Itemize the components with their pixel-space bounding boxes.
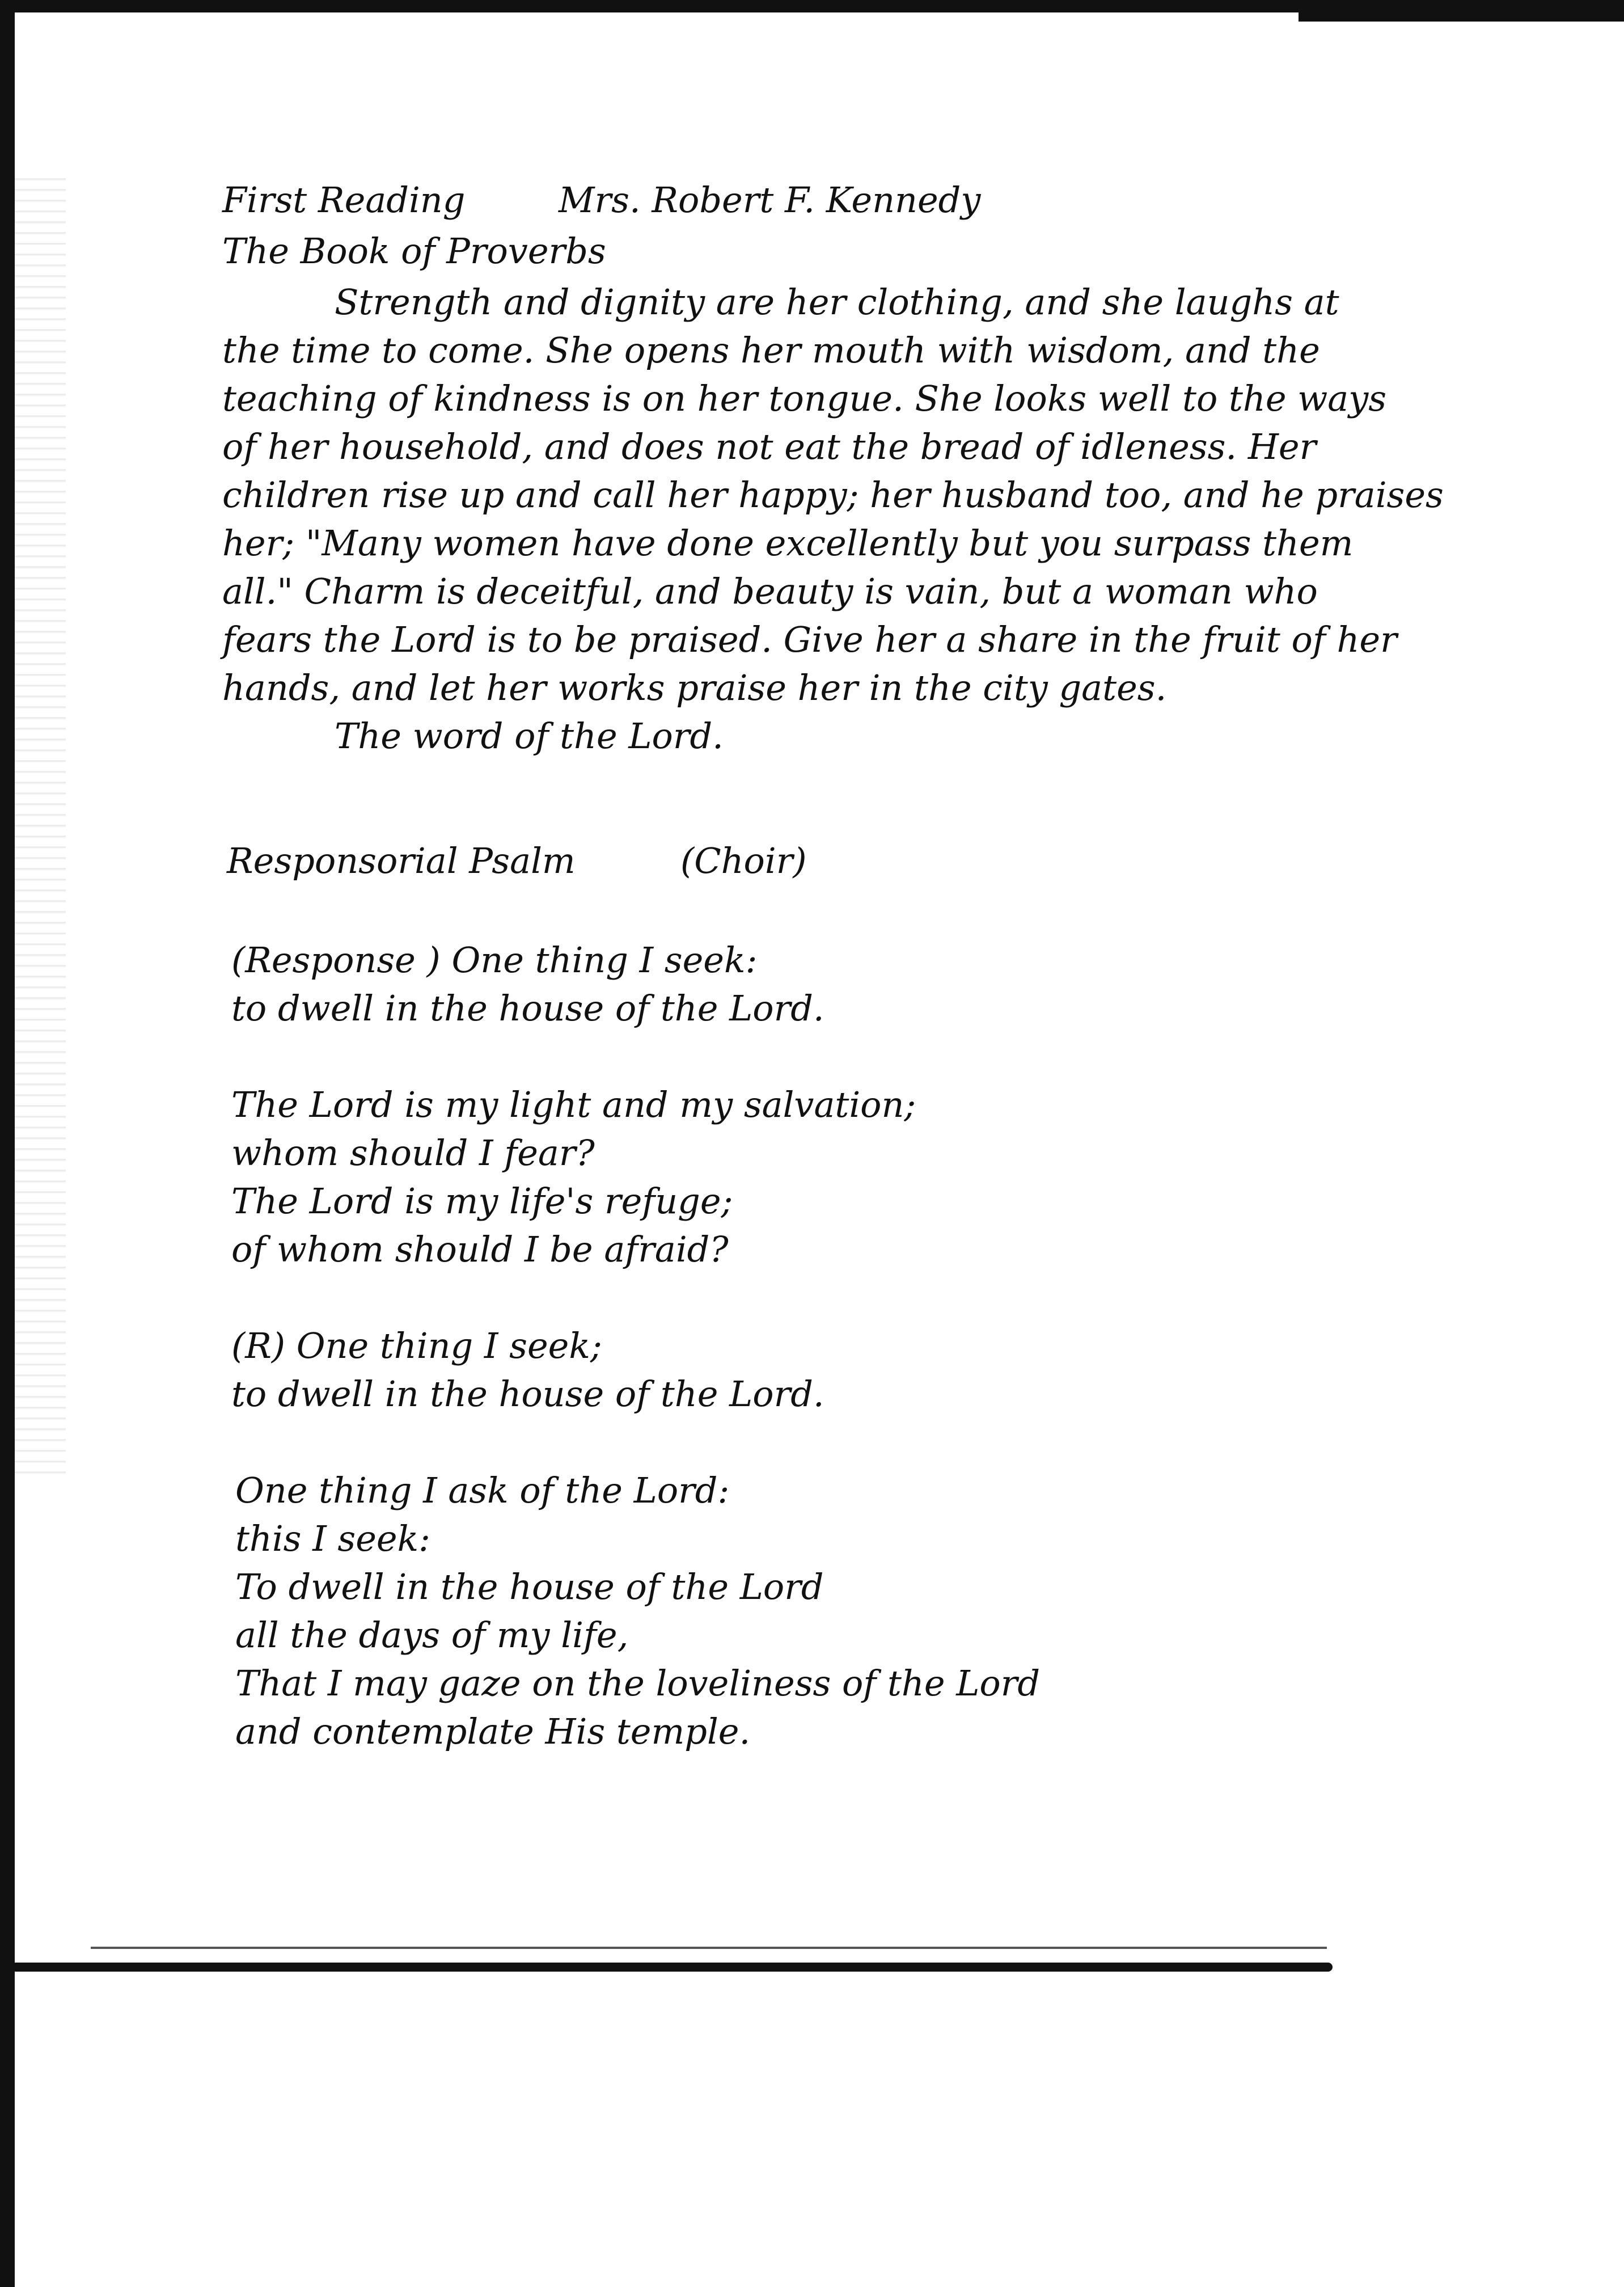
psalm-line: The Lord is my light and my salvation;	[231, 1084, 916, 1125]
psalm-line: and contemplate His temple.	[235, 1711, 751, 1752]
psalm-line: The Lord is my life's refuge;	[231, 1180, 733, 1222]
footer-rule-thick	[11, 1963, 1333, 1972]
psalm-line: all the days of my life,	[235, 1614, 629, 1656]
reading-closing: The word of the Lord.	[335, 715, 724, 757]
reading-line: her; "Many women have done excellently but you surpass them	[222, 522, 1354, 564]
psalm-line: this I seek:	[235, 1518, 431, 1559]
psalm-line: whom should I fear?	[231, 1132, 595, 1174]
psalm-line: (R) One thing I seek;	[231, 1325, 602, 1366]
reading-line: children rise up and call her happy; her husband too, and he praises	[222, 474, 1444, 516]
reading-line: the time to come. She opens her mouth with wisdom, and the	[222, 330, 1320, 371]
reading-line: all." Charm is deceitful, and beauty is vain, but a woman who	[222, 571, 1318, 612]
psalm-line: to dwell in the house of the Lord.	[231, 1373, 824, 1415]
first-reading-heading: First Reading	[222, 179, 466, 221]
psalm-performer: (Choir)	[680, 840, 807, 881]
psalm-line: of whom should I be afraid?	[231, 1229, 729, 1270]
psalm-line: One thing I ask of the Lord:	[235, 1470, 730, 1511]
psalm-line: To dwell in the house of the Lord	[235, 1566, 824, 1607]
scan-border-left	[0, 0, 15, 2287]
reading-line: of her household, and does not eat the bread of idleness. Her	[222, 426, 1317, 467]
footer-rule-thin	[91, 1947, 1327, 1949]
reading-line: teaching of kindness is on her tongue. She looks well to the ways	[222, 378, 1387, 419]
psalm-line: (Response ) One thing I seek:	[231, 939, 758, 981]
psalm-line: to dwell in the house of the Lord.	[231, 988, 824, 1029]
first-reading-reader: Mrs. Robert F. Kennedy	[559, 179, 981, 221]
reading-line: fears the Lord is to be praised. Give her a share in the fruit of her	[222, 619, 1397, 660]
reading-line: Strength and dignity are her clothing, and she laughs at	[335, 281, 1339, 323]
scan-edge-noise	[15, 170, 66, 1475]
scan-border-top-right	[1299, 10, 1624, 22]
reading-line: hands, and let her works praise her in the city gates.	[222, 667, 1167, 708]
psalm-heading: Responsorial Psalm	[227, 840, 576, 881]
psalm-line: That I may gaze on the loveliness of the Lord	[235, 1662, 1041, 1704]
first-reading-book: The Book of Proverbs	[222, 230, 606, 272]
